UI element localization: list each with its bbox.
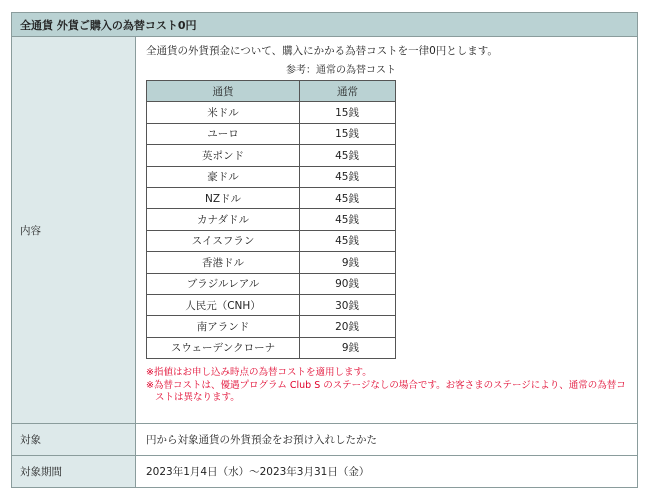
fee-cell: 9銭 [300, 337, 396, 358]
currency-cell: 香港ドル [147, 252, 300, 273]
fee-cell: 90銭 [300, 273, 396, 294]
fee-cell: 15銭 [300, 102, 396, 123]
currency-cell: 南アランド [147, 316, 300, 337]
section-title: 全通貨 外貨ご購入の為替コスト0円 [12, 13, 638, 37]
table-row [147, 145, 396, 166]
rate-table-body [147, 102, 396, 359]
currency-cell: ユーロ [147, 123, 300, 144]
fee-cell: 45銭 [300, 209, 396, 230]
period-value: 2023年1月4日（水）～2023年3月31日（金） [136, 456, 638, 488]
rate-table-header [147, 81, 396, 102]
fee-cell: 45銭 [300, 230, 396, 251]
currency-cell: ブラジルレアル [147, 273, 300, 294]
column-header-normal: 通常 [300, 81, 396, 102]
table-row [147, 187, 396, 208]
note-line: ※為替コストは、優遇プログラム Club S のステージなしの場合です。お客さまのステージにより、通常の為替コストは異なります。 [146, 379, 626, 404]
campaign-detail [11, 12, 638, 488]
content-cell [136, 37, 638, 424]
detail-table [11, 12, 638, 488]
target-value: 円から対象通貨の外貨預金をお預け入れしたかた [136, 424, 638, 456]
currency-cell: スウェーデンクローナ [147, 337, 300, 358]
table-row [147, 252, 396, 273]
target-label: 対象 [12, 424, 136, 456]
currency-cell: スイスフラン [147, 230, 300, 251]
column-header-currency: 通貨 [147, 81, 300, 102]
content-label: 内容 [12, 37, 136, 424]
table-row [147, 273, 396, 294]
fee-cell: 45銭 [300, 145, 396, 166]
fee-cell: 30銭 [300, 294, 396, 315]
currency-cell: 英ポンド [147, 145, 300, 166]
currency-cell: カナダドル [147, 209, 300, 230]
table-row [147, 102, 396, 123]
period-label: 対象期間 [12, 456, 136, 488]
currency-cell: 米ドル [147, 102, 300, 123]
note-line: ※指値はお申し込み時点の為替コストを適用します。 [146, 367, 372, 379]
fee-cell: 45銭 [300, 187, 396, 208]
fee-cell: 45銭 [300, 166, 396, 187]
notes [146, 367, 627, 405]
table-row [147, 209, 396, 230]
table-row [147, 316, 396, 337]
intro-text: 全通貨の外貨預金について、購入にかかる為替コストを一律0円とします。 [146, 45, 498, 57]
reference-caption: 参考：通常の為替コスト [286, 65, 396, 76]
table-row [147, 337, 396, 358]
table-row [147, 294, 396, 315]
fee-cell: 20銭 [300, 316, 396, 337]
table-row [147, 123, 396, 144]
currency-cell: 豪ドル [147, 166, 300, 187]
rate-table [146, 80, 396, 359]
currency-cell: 人民元（CNH） [147, 294, 300, 315]
fee-cell: 9銭 [300, 252, 396, 273]
fee-cell: 15銭 [300, 123, 396, 144]
table-row [147, 166, 396, 187]
currency-cell: NZドル [147, 187, 300, 208]
table-row [147, 230, 396, 251]
